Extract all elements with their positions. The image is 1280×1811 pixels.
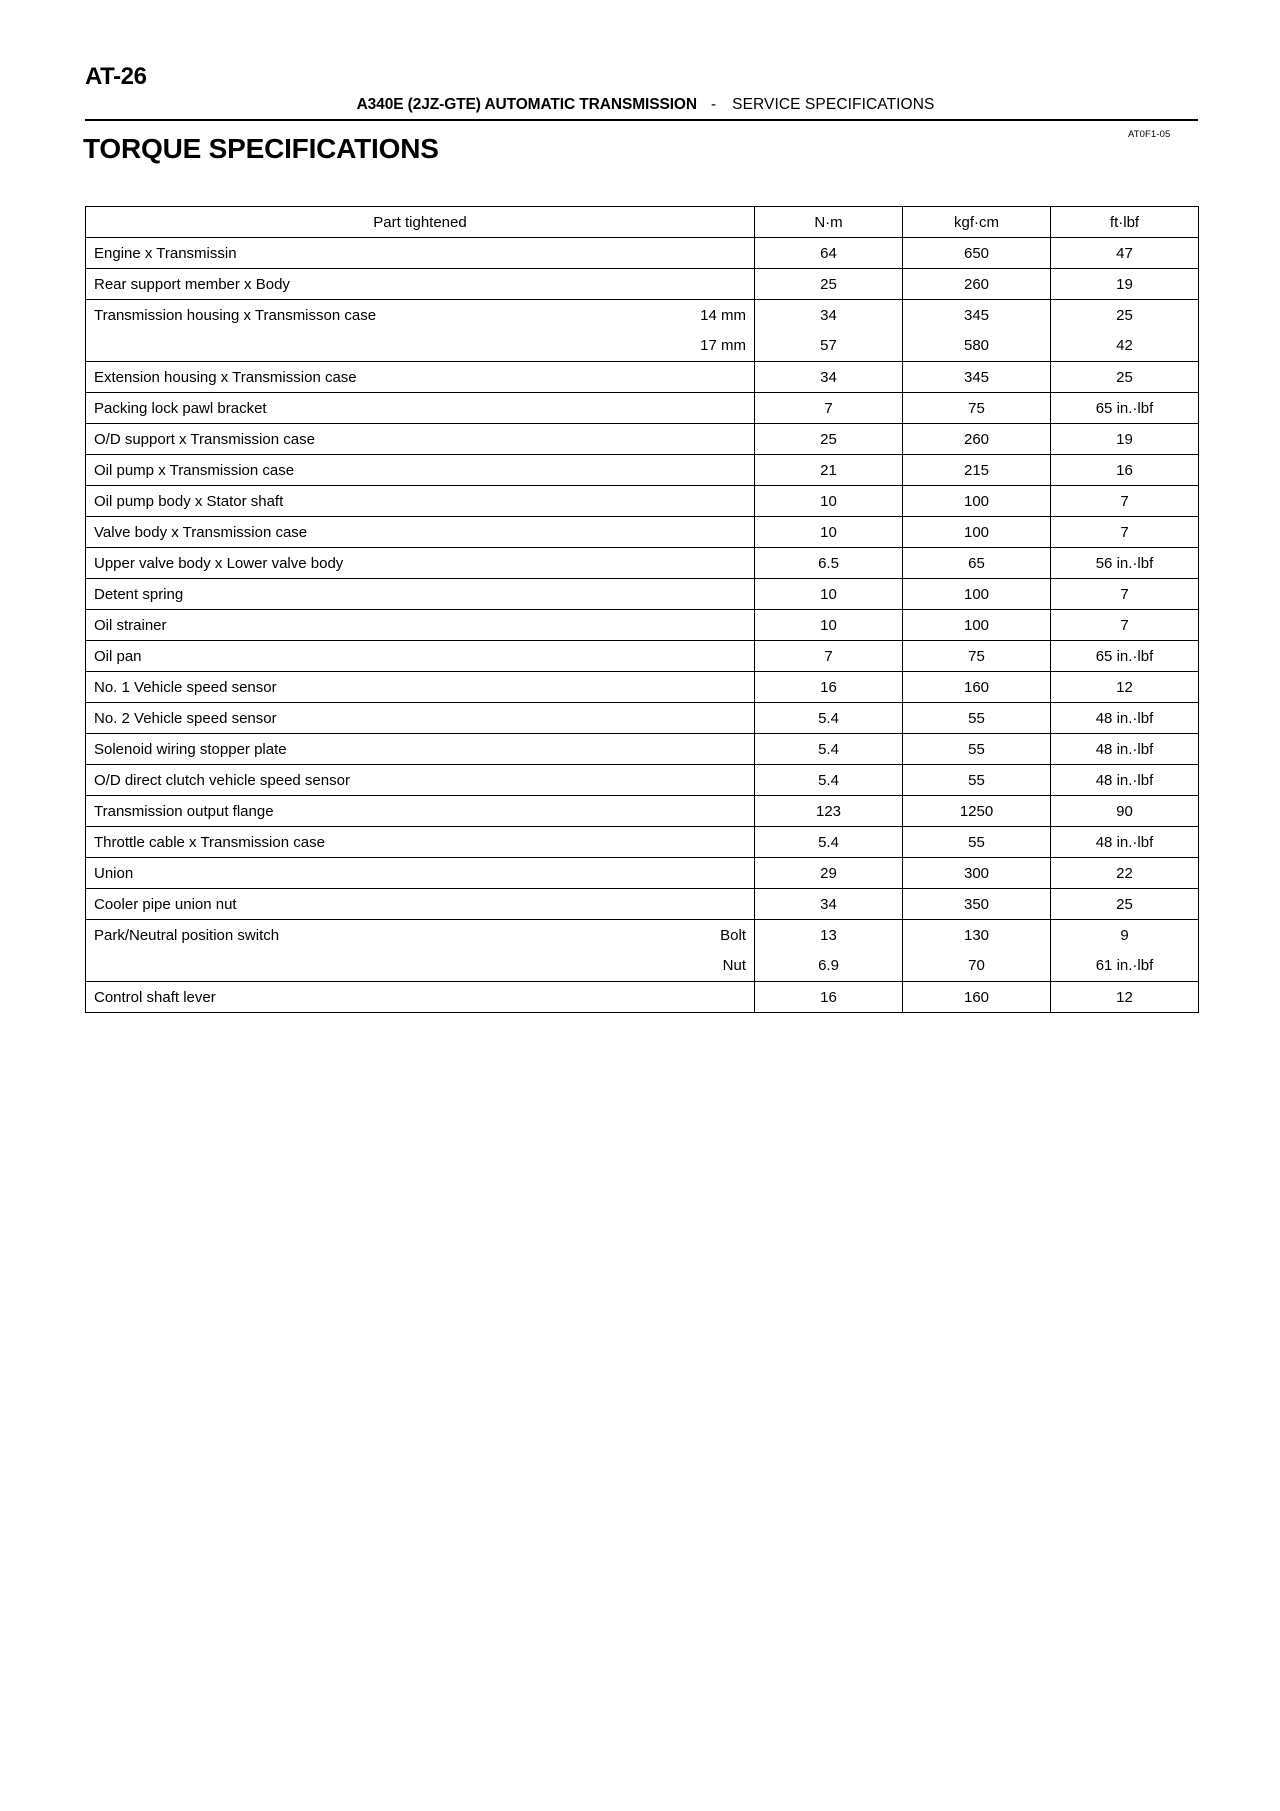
running-header-section: SERVICE SPECIFICATIONS bbox=[732, 96, 935, 113]
cell-part-name: Valve body x Transmission case bbox=[86, 517, 681, 548]
cell-part-name: Park/Neutral position switch bbox=[86, 920, 681, 982]
table-row bbox=[86, 858, 1199, 889]
table-row bbox=[86, 548, 1199, 579]
cell-nm: 13 bbox=[755, 920, 903, 951]
cell-part-variant: Bolt bbox=[681, 920, 755, 951]
column-header-newton-meter: N·m bbox=[755, 207, 903, 238]
document-code: AT0F1-05 bbox=[1128, 129, 1171, 140]
cell-part-name: No. 1 Vehicle speed sensor bbox=[86, 672, 681, 703]
cell-part-variant bbox=[681, 548, 755, 579]
cell-ftlbf: 12 bbox=[1051, 982, 1199, 1013]
cell-ftlbf: 22 bbox=[1051, 858, 1199, 889]
cell-ftlbf: 65 in.·lbf bbox=[1051, 641, 1199, 672]
cell-kgfcm: 130 bbox=[903, 920, 1051, 951]
cell-part-name: Control shaft lever bbox=[86, 982, 681, 1013]
cell-part-variant: Nut bbox=[681, 951, 755, 982]
cell-part-name: Upper valve body x Lower valve body bbox=[86, 548, 681, 579]
cell-nm: 21 bbox=[755, 455, 903, 486]
running-header-model: A340E (2JZ-GTE) AUTOMATIC TRANSMISSION bbox=[356, 96, 697, 113]
cell-part-variant bbox=[681, 362, 755, 393]
cell-part-variant bbox=[681, 455, 755, 486]
cell-nm: 7 bbox=[755, 393, 903, 424]
cell-part-name: Solenoid wiring stopper plate bbox=[86, 734, 681, 765]
table-row bbox=[86, 827, 1199, 858]
cell-kgfcm: 260 bbox=[903, 269, 1051, 300]
table-row bbox=[86, 703, 1199, 734]
table-row bbox=[86, 672, 1199, 703]
cell-nm: 5.4 bbox=[755, 765, 903, 796]
column-header-part-tightened: Part tightened bbox=[86, 207, 755, 238]
cell-part-name: O/D direct clutch vehicle speed sensor bbox=[86, 765, 681, 796]
cell-kgfcm: 100 bbox=[903, 610, 1051, 641]
cell-ftlbf: 19 bbox=[1051, 269, 1199, 300]
cell-ftlbf: 48 in.·lbf bbox=[1051, 703, 1199, 734]
table-row bbox=[86, 579, 1199, 610]
table-body bbox=[86, 238, 1199, 1013]
cell-part-variant bbox=[681, 269, 755, 300]
table-row bbox=[86, 765, 1199, 796]
cell-part-variant bbox=[681, 238, 755, 269]
cell-part-variant bbox=[681, 765, 755, 796]
cell-nm: 5.4 bbox=[755, 734, 903, 765]
cell-kgfcm: 55 bbox=[903, 703, 1051, 734]
cell-part-name: Extension housing x Transmission case bbox=[86, 362, 681, 393]
cell-part-name: O/D support x Transmission case bbox=[86, 424, 681, 455]
cell-nm: 6.9 bbox=[755, 951, 903, 982]
cell-nm: 5.4 bbox=[755, 703, 903, 734]
table-row bbox=[86, 393, 1199, 424]
cell-part-name: Throttle cable x Transmission case bbox=[86, 827, 681, 858]
table-header-row bbox=[86, 207, 1199, 238]
column-header-ft-lbf: ft·lbf bbox=[1051, 207, 1199, 238]
cell-ftlbf: 61 in.·lbf bbox=[1051, 951, 1199, 982]
cell-ftlbf: 42 bbox=[1051, 331, 1199, 362]
cell-kgfcm: 100 bbox=[903, 579, 1051, 610]
cell-part-name: Oil pump body x Stator shaft bbox=[86, 486, 681, 517]
cell-part-variant bbox=[681, 393, 755, 424]
cell-nm: 10 bbox=[755, 610, 903, 641]
cell-part-name: Oil pump x Transmission case bbox=[86, 455, 681, 486]
cell-ftlbf: 65 in.·lbf bbox=[1051, 393, 1199, 424]
cell-kgfcm: 75 bbox=[903, 641, 1051, 672]
cell-kgfcm: 75 bbox=[903, 393, 1051, 424]
cell-kgfcm: 215 bbox=[903, 455, 1051, 486]
cell-kgfcm: 580 bbox=[903, 331, 1051, 362]
table-row bbox=[86, 610, 1199, 641]
cell-nm: 10 bbox=[755, 517, 903, 548]
table-row bbox=[86, 486, 1199, 517]
table-row bbox=[86, 424, 1199, 455]
cell-ftlbf: 25 bbox=[1051, 300, 1199, 331]
cell-part-name: Oil pan bbox=[86, 641, 681, 672]
cell-kgfcm: 55 bbox=[903, 765, 1051, 796]
cell-part-variant: 14 mm bbox=[681, 300, 755, 331]
cell-part-variant bbox=[681, 796, 755, 827]
cell-ftlbf: 16 bbox=[1051, 455, 1199, 486]
header-divider bbox=[85, 119, 1198, 121]
cell-part-variant bbox=[681, 734, 755, 765]
cell-part-name: No. 2 Vehicle speed sensor bbox=[86, 703, 681, 734]
cell-ftlbf: 19 bbox=[1051, 424, 1199, 455]
cell-part-name: Union bbox=[86, 858, 681, 889]
cell-nm: 7 bbox=[755, 641, 903, 672]
table-row bbox=[86, 300, 1199, 331]
torque-specifications-table bbox=[85, 206, 1199, 1013]
cell-part-name: Packing lock pawl bracket bbox=[86, 393, 681, 424]
cell-ftlbf: 48 in.·lbf bbox=[1051, 734, 1199, 765]
cell-part-name: Engine x Transmissin bbox=[86, 238, 681, 269]
table-row bbox=[86, 362, 1199, 393]
cell-part-name: Rear support member x Body bbox=[86, 269, 681, 300]
cell-kgfcm: 345 bbox=[903, 300, 1051, 331]
cell-kgfcm: 100 bbox=[903, 517, 1051, 548]
cell-part-variant bbox=[681, 703, 755, 734]
table-row bbox=[86, 796, 1199, 827]
cell-nm: 16 bbox=[755, 982, 903, 1013]
cell-ftlbf: 25 bbox=[1051, 362, 1199, 393]
cell-ftlbf: 48 in.·lbf bbox=[1051, 765, 1199, 796]
cell-nm: 10 bbox=[755, 579, 903, 610]
cell-ftlbf: 9 bbox=[1051, 920, 1199, 951]
table-row bbox=[86, 889, 1199, 920]
cell-kgfcm: 650 bbox=[903, 238, 1051, 269]
cell-part-name: Detent spring bbox=[86, 579, 681, 610]
running-header-separator: - bbox=[710, 96, 717, 113]
cell-nm: 5.4 bbox=[755, 827, 903, 858]
cell-nm: 123 bbox=[755, 796, 903, 827]
cell-nm: 25 bbox=[755, 424, 903, 455]
cell-kgfcm: 65 bbox=[903, 548, 1051, 579]
cell-ftlbf: 25 bbox=[1051, 889, 1199, 920]
table-row bbox=[86, 517, 1199, 548]
table-row bbox=[86, 920, 1199, 951]
cell-nm: 6.5 bbox=[755, 548, 903, 579]
cell-part-name: Oil strainer bbox=[86, 610, 681, 641]
table-row bbox=[86, 269, 1199, 300]
cell-ftlbf: 47 bbox=[1051, 238, 1199, 269]
cell-part-variant bbox=[681, 610, 755, 641]
cell-nm: 25 bbox=[755, 269, 903, 300]
page-number: AT-26 bbox=[85, 63, 147, 90]
cell-kgfcm: 55 bbox=[903, 734, 1051, 765]
cell-part-variant bbox=[681, 672, 755, 703]
cell-nm: 34 bbox=[755, 300, 903, 331]
cell-part-name: Transmission output flange bbox=[86, 796, 681, 827]
cell-part-name: Cooler pipe union nut bbox=[86, 889, 681, 920]
cell-nm: 10 bbox=[755, 486, 903, 517]
cell-kgfcm: 70 bbox=[903, 951, 1051, 982]
cell-part-variant bbox=[681, 486, 755, 517]
cell-part-variant bbox=[681, 424, 755, 455]
cell-part-variant bbox=[681, 579, 755, 610]
page-title: TORQUE SPECIFICATIONS bbox=[83, 133, 439, 164]
cell-part-variant bbox=[681, 982, 755, 1013]
cell-nm: 29 bbox=[755, 858, 903, 889]
cell-part-variant bbox=[681, 889, 755, 920]
cell-ftlbf: 12 bbox=[1051, 672, 1199, 703]
cell-ftlbf: 7 bbox=[1051, 579, 1199, 610]
cell-part-variant bbox=[681, 517, 755, 548]
running-header bbox=[85, 96, 1198, 118]
cell-part-variant bbox=[681, 641, 755, 672]
cell-kgfcm: 260 bbox=[903, 424, 1051, 455]
cell-nm: 64 bbox=[755, 238, 903, 269]
cell-kgfcm: 300 bbox=[903, 858, 1051, 889]
cell-ftlbf: 7 bbox=[1051, 610, 1199, 641]
cell-kgfcm: 350 bbox=[903, 889, 1051, 920]
cell-kgfcm: 160 bbox=[903, 672, 1051, 703]
cell-nm: 57 bbox=[755, 331, 903, 362]
cell-kgfcm: 160 bbox=[903, 982, 1051, 1013]
table-row bbox=[86, 455, 1199, 486]
cell-ftlbf: 90 bbox=[1051, 796, 1199, 827]
column-header-kgf-cm: kgf·cm bbox=[903, 207, 1051, 238]
cell-part-variant: 17 mm bbox=[681, 331, 755, 362]
cell-ftlbf: 7 bbox=[1051, 517, 1199, 548]
cell-kgfcm: 100 bbox=[903, 486, 1051, 517]
table-row bbox=[86, 641, 1199, 672]
table-row bbox=[86, 982, 1199, 1013]
cell-kgfcm: 1250 bbox=[903, 796, 1051, 827]
cell-ftlbf: 56 in.·lbf bbox=[1051, 548, 1199, 579]
cell-kgfcm: 345 bbox=[903, 362, 1051, 393]
cell-nm: 34 bbox=[755, 362, 903, 393]
table-row bbox=[86, 734, 1199, 765]
cell-ftlbf: 48 in.·lbf bbox=[1051, 827, 1199, 858]
cell-ftlbf: 7 bbox=[1051, 486, 1199, 517]
cell-nm: 34 bbox=[755, 889, 903, 920]
table-row bbox=[86, 238, 1199, 269]
cell-nm: 16 bbox=[755, 672, 903, 703]
cell-part-variant bbox=[681, 858, 755, 889]
cell-kgfcm: 55 bbox=[903, 827, 1051, 858]
cell-part-variant bbox=[681, 827, 755, 858]
cell-part-name: Transmission housing x Transmisson case bbox=[86, 300, 681, 362]
